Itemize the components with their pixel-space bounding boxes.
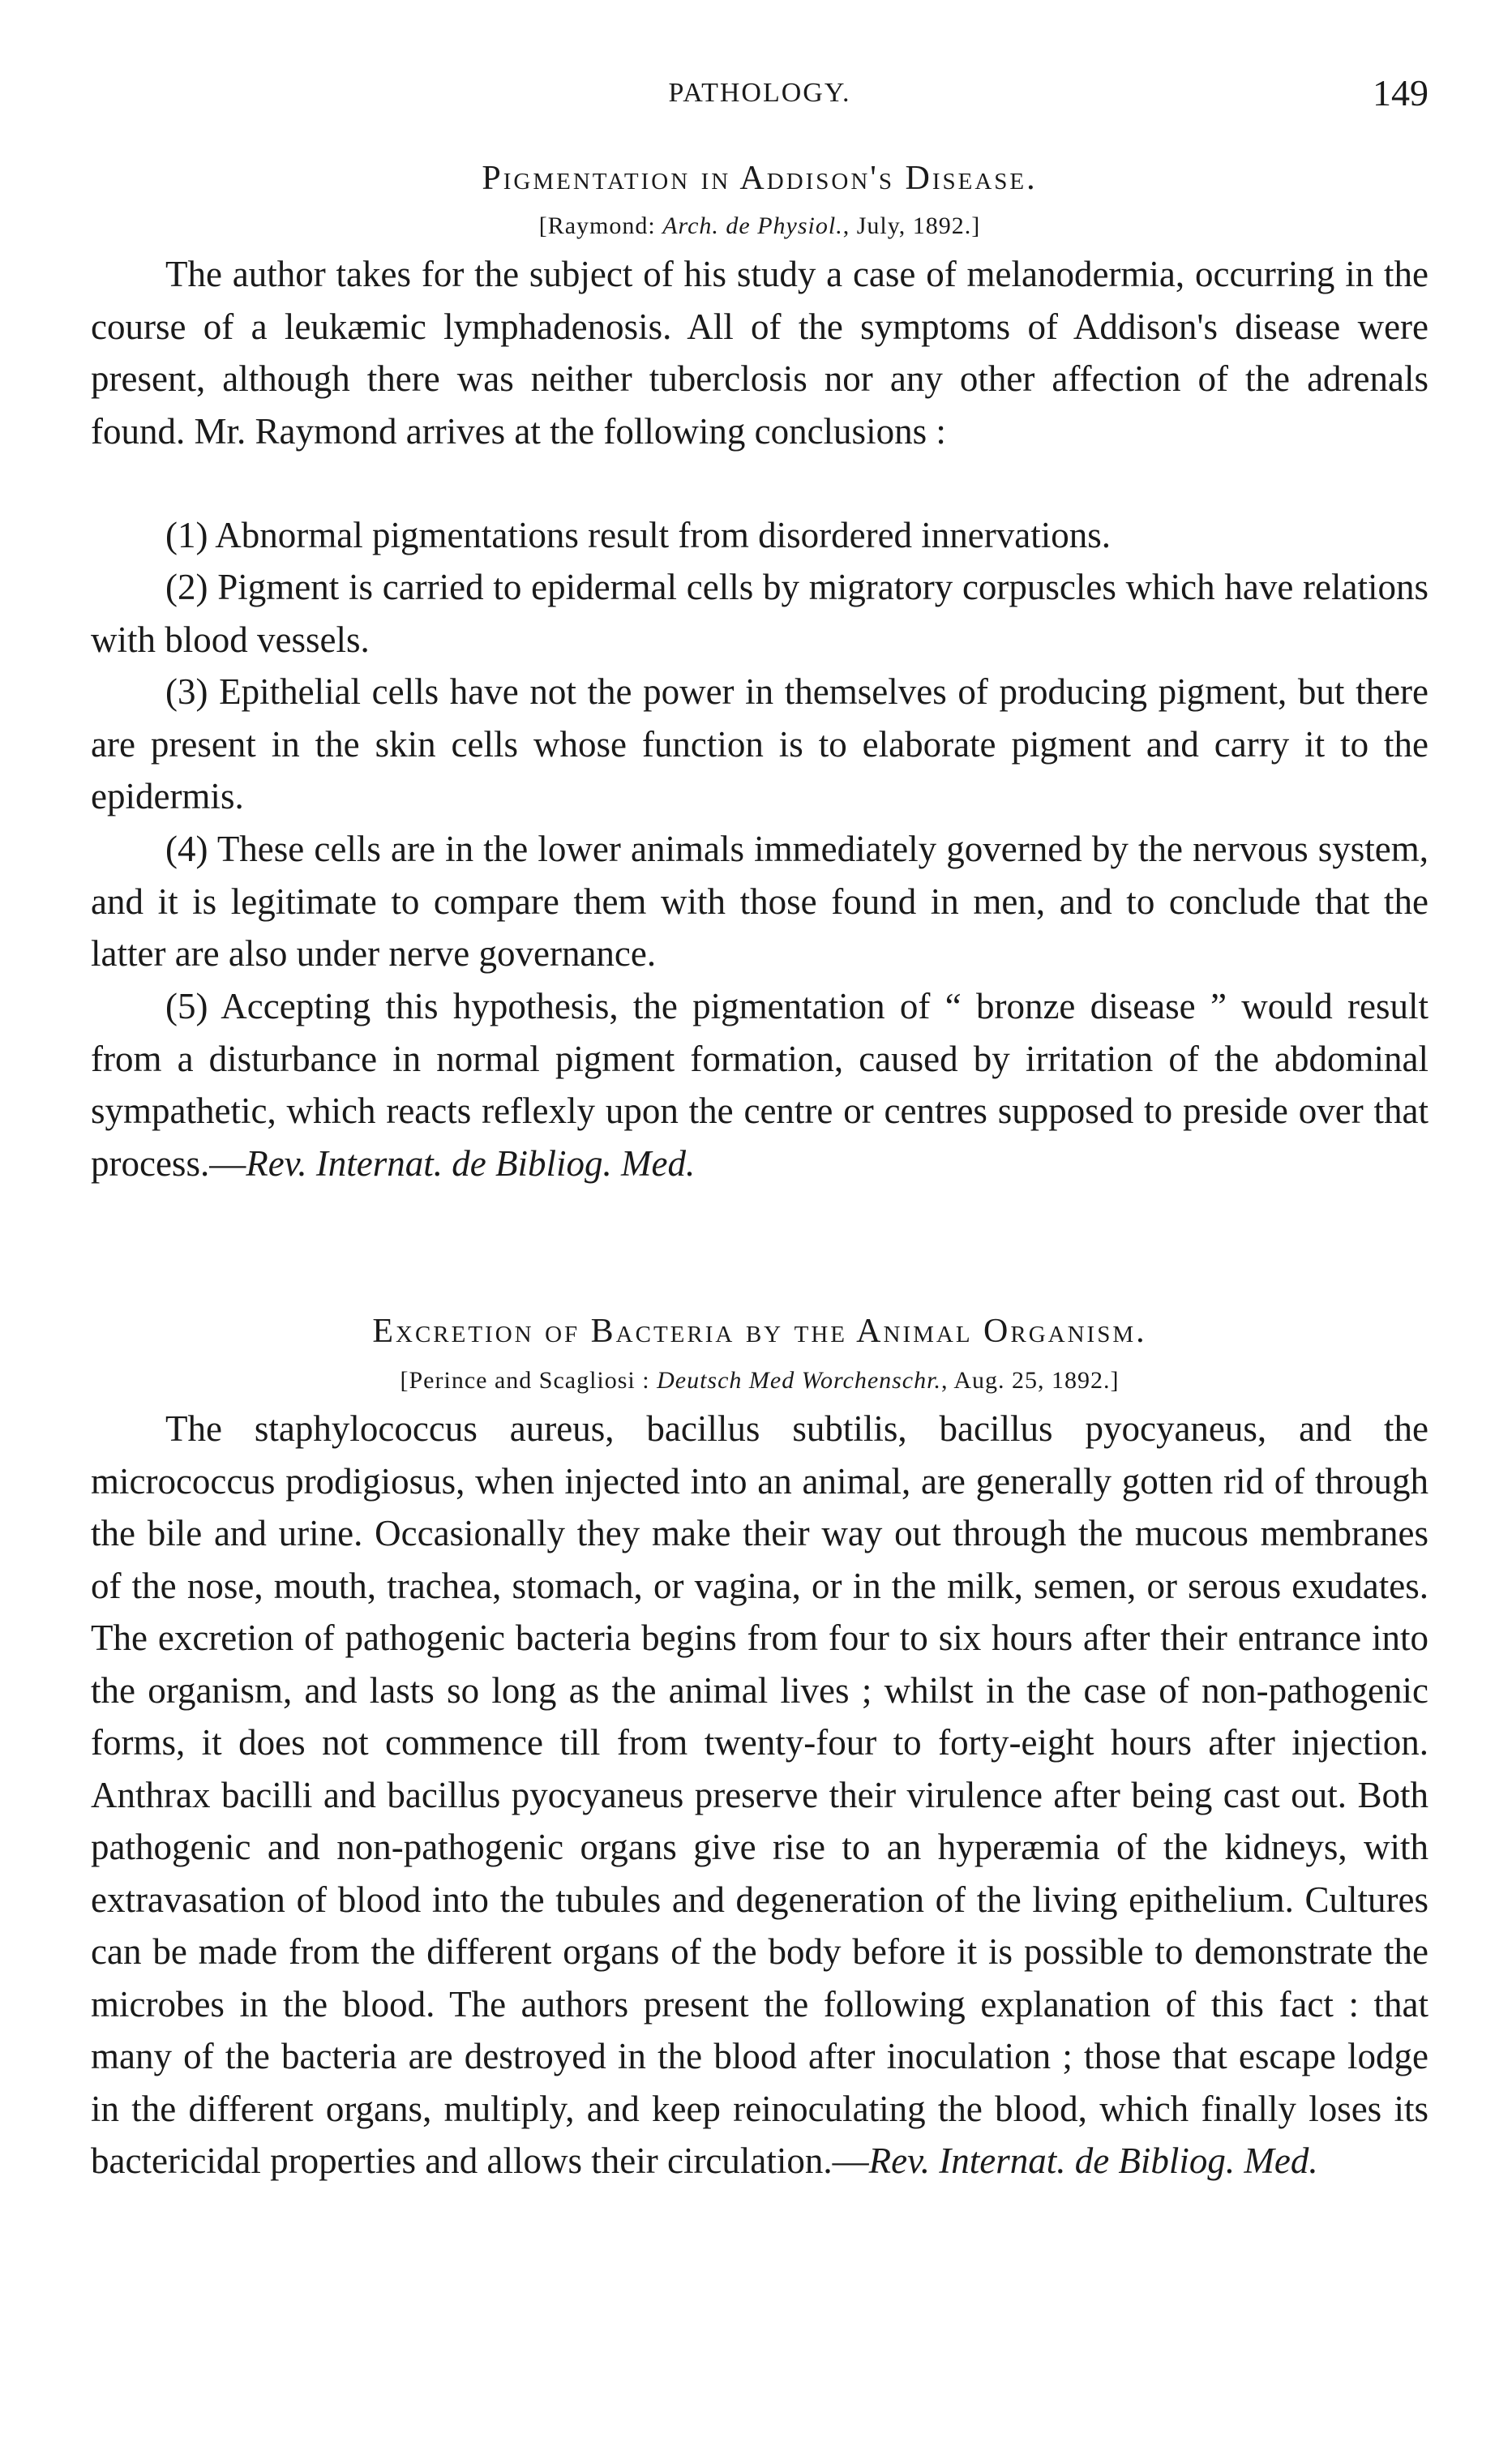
conclusion-4: (4) These cells are in the lower animals immediately governed by the nervous system, and it is legitimate to compare them with those found in men, and to conclude that the latter are also under nerve governance. — [91, 829, 1428, 974]
conclusion-3: (3) Epithelial cells have not the power in themselves of producing pigment, but there are present in the skin cells whose function is to elaborate pigment and carry it to the epidermis. — [91, 671, 1428, 816]
bacteria-text: The staphylococcus aureus, bacillus subtilis, bacillus pyocyaneus, and the micrococcus prodigiosus, when injected into an animal, are generally gotten rid of through the bile and urine. Occasionally they make their way out through the mucous membranes of the nose, mouth, trachea, stomach, or vagina, or in the milk, semen, or serous exudates. The excretion of pathogenic bacteria begins from four to six hours after their entrance into the organism, and lasts so long as the animal lives ; whilst in the case of non-pathogenic forms, it does not commence till from twenty-four to forty-eight hours after injection. Anthrax bacilli and bacillus pyocyaneus preserve their virulence after being cast out. Both pathogenic and non-pathogenic organs give rise to an hyperæmia of the kidneys, with extravasation of blood into the tubules and degeneration of the living epithelium. Cultures can be made from the different organs of the body before it is possible to demonstrate the microbes in the blood. The authors present the following explanation of this fact : that many of the bacteria are destroyed in the blood after inoculation ; those that escape lodge in the different organs, multiply, and keep reinoculating the blood, which finally loses its bactericidal properties and allows their circulation.— — [91, 1408, 1428, 2181]
conclusion-1: (1) Abnormal pigmentations result from disordered innervations. — [165, 515, 1112, 555]
citation-author: [Raymond: — [538, 212, 663, 239]
citation-date: , Aug. 25, 1892.] — [940, 1367, 1120, 1394]
article-citation-bacteria — [91, 1367, 1428, 1395]
page-number: 149 — [1373, 72, 1428, 114]
citation-journal: Arch. de Physiol. — [662, 212, 843, 239]
intro-paragraph: The author takes for the subject of his study a case of melanodermia, occurring in the course of a leukæmic lymphadenosis. All of the symptoms of Addison's disease were present, although there was neither tuberclosis nor any other affection of the adrenals found. Mr. Raymond arrives at the following conclusions : — [91, 254, 1428, 452]
conclusion-5-text: (5) Accepting this hypothesis, the pigmentation of “ bronze disease ” would result from a disturbance in normal pigment formation, caused by irritation of the abdominal sympathetic, which reacts reflexly upon the centre or centres supposed to preside over that process.— — [91, 986, 1428, 1184]
article-citation-addison — [91, 212, 1428, 240]
running-title: PATHOLOGY. — [668, 78, 851, 108]
source-reference: Rev. Internat. de Bibliog. Med. — [246, 1142, 696, 1184]
bacteria-paragraph — [91, 1403, 1428, 2187]
source-reference: Rev. Internat. de Bibliog. Med. — [868, 2140, 1318, 2181]
article-title-bacteria: Excretion of Bacteria by the Animal Organism. — [372, 1313, 1147, 1350]
citation-date: , July, 1892.] — [842, 212, 981, 239]
running-head — [91, 71, 1428, 120]
citation-journal: Deutsch Med Worchenschr. — [657, 1367, 941, 1394]
citation-author: [Perince and Scagliosi : — [400, 1367, 657, 1394]
article-title-addison: Pigmentation in Addison's Disease. — [482, 160, 1038, 197]
conclusion-5 — [91, 980, 1428, 1189]
conclusion-2: (2) Pigment is carried to epidermal cells by migratory corpuscles which have relations with blood vessels. — [91, 567, 1428, 660]
